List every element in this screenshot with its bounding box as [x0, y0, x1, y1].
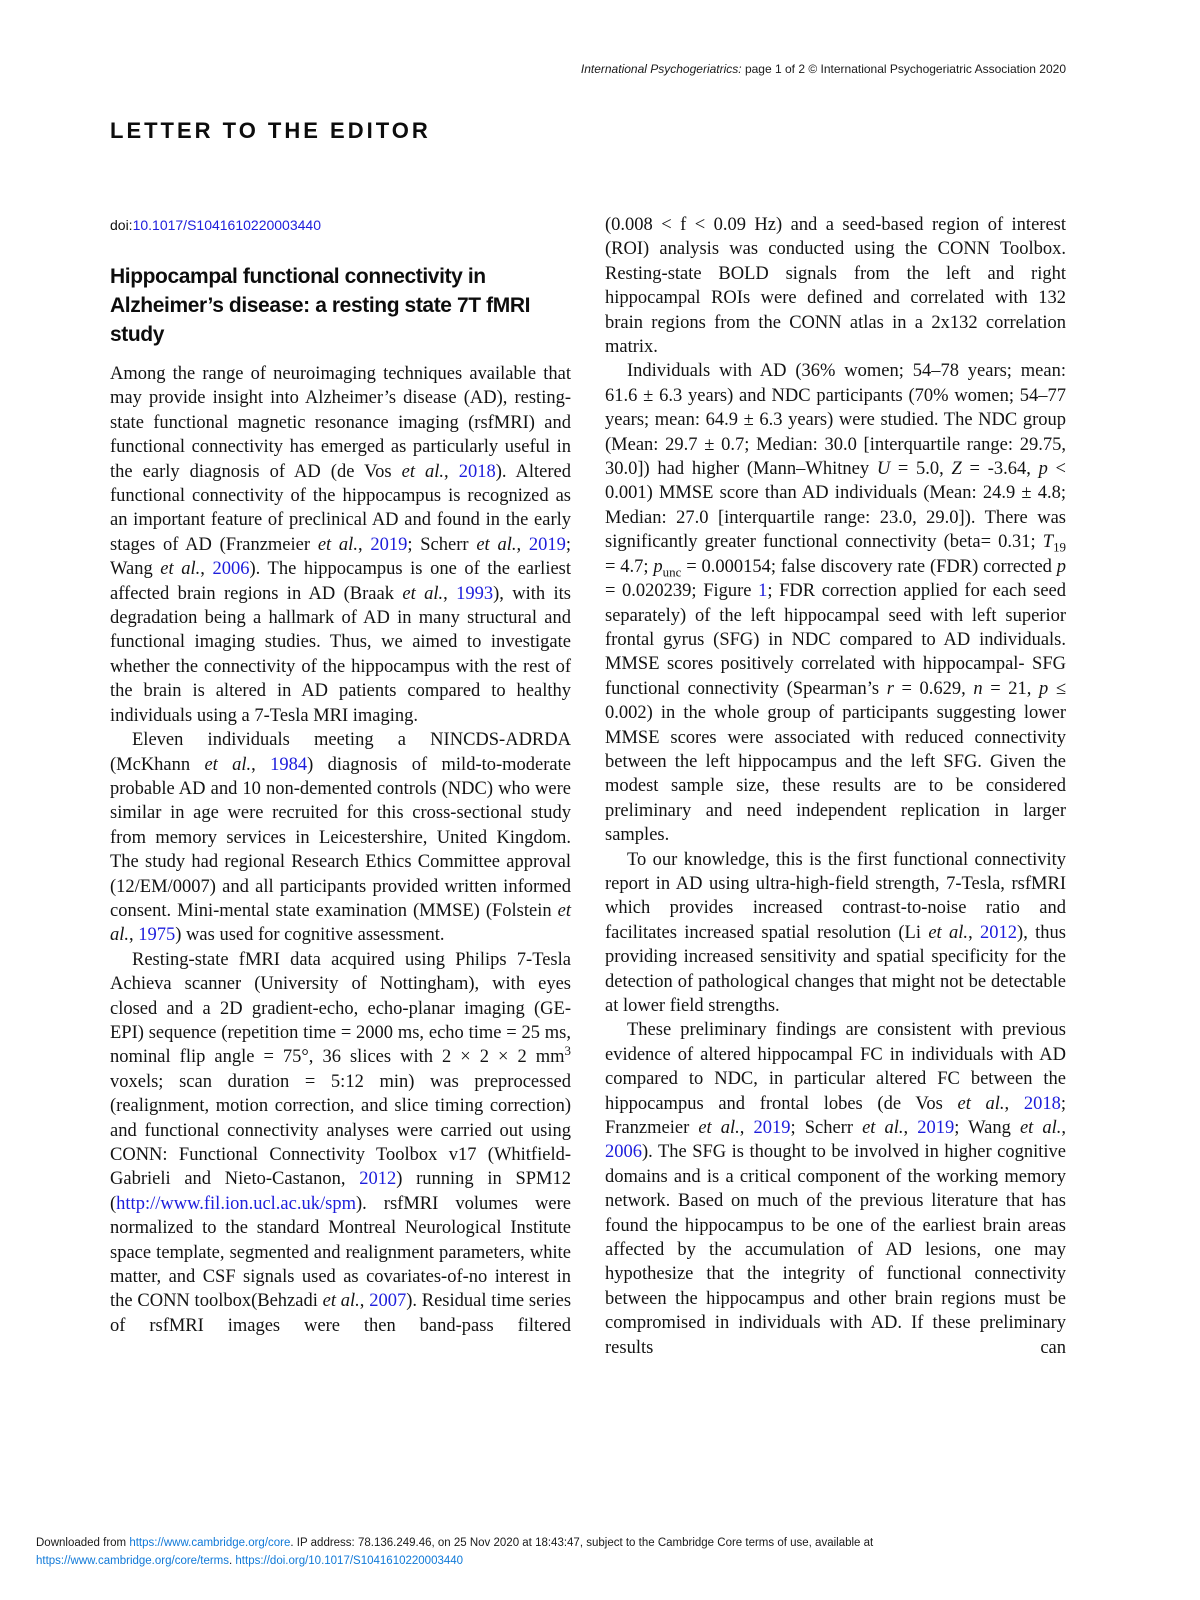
- inline-link[interactable]: 2019: [917, 1118, 955, 1139]
- inline-link[interactable]: 1975: [138, 925, 176, 946]
- section-label: LETTER TO THE EDITOR: [110, 118, 431, 143]
- inline-link[interactable]: 2018: [458, 461, 496, 482]
- inline-link[interactable]: 2006: [212, 559, 250, 580]
- doi-prefix: doi:: [110, 217, 133, 233]
- inline-link[interactable]: https://www.cambridge.org/core/terms: [36, 1555, 230, 1567]
- doi-line: [110, 216, 571, 234]
- doi-link[interactable]: 10.1017/S1041610220003440: [132, 217, 321, 233]
- article-title: Hippocampal functional connectivity in Alzheimer’s disease: a resting state 7T fMRI study: [110, 265, 531, 346]
- inline-link[interactable]: 2019: [370, 534, 408, 555]
- download-notice: [36, 1534, 1176, 1570]
- inline-link[interactable]: http://www.fil.ion.ucl.ac.uk/spm: [116, 1193, 356, 1214]
- download-notice-line-2: https://www.cambridge.org/core/terms. https://doi.org/10.1017/S1041610220003440: [36, 1555, 464, 1567]
- inline-link[interactable]: 2018: [1023, 1093, 1061, 1114]
- paragraph: To our knowledge, this is the first functional connectivity report in AD using ultra-high-field strength, 7-Tesla, rsfMRI which provides increased contrast-to-noise ratio and facilitates increased spatial resolution (Li et al., 2012), thus providing increased sensitivity and spatial specificity for the detection of pathological changes that might not be detectable at lower field strengths.: [605, 849, 1066, 1016]
- inline-link[interactable]: 2012: [359, 1169, 397, 1190]
- inline-link[interactable]: 2006: [605, 1142, 642, 1163]
- left-column: [110, 118, 571, 1360]
- paragraph: Eleven individuals meeting a NINCDS-ADRDA (McKhann et al., 1984) diagnosis of mild-to-moderate probable AD and 10 non-demented controls (NDC) who were similar in age were recruited for this cross-sectional study from memory services in Leicestershire, United Kingdom. The study had regional Research Ethics Committee approval (12/EM/0007) and all participants provided written informed consent. Mini-mental state examination (MMSE) (Folstein et al., 1975) was used for cognitive assessment.: [110, 730, 571, 946]
- inline-link[interactable]: 2019: [753, 1118, 791, 1139]
- inline-link[interactable]: 2012: [980, 922, 1018, 943]
- inline-link[interactable]: 1: [758, 581, 768, 602]
- journal-header: International Psychogeriatrics: page 1 of 2 © International Psychogeriatric Association 2020: [580, 62, 1066, 76]
- right-column-paragraphs: [605, 213, 1066, 1360]
- paragraph: (0.008 < f < 0.09 Hz) and a seed-based region of interest (ROI) analysis was conducted using the CONN Toolbox. Resting-state BOLD signals from the left and right hippocampal ROIs were defined and correlated with 132 brain regions from the CONN atlas in a 2x132 correlation matrix.: [605, 215, 1066, 358]
- right-column: [605, 118, 1066, 1360]
- paragraph: Individuals with AD (36% women; 54–78 years; mean: 61.6 ± 6.3 years) and NDC participants (70% women; 54–77 years; mean: 64.9 ± 6.3 years) were studied. The NDC group (Mean: 29.7 ± 0.7; Median: 30.0 [interquartile range: 29.75, 30.0]) had higher (Mann–Whitney U = 5.0, Z = -3.64, p < 0.001) MMSE score than AD individuals (Mean: 24.9 ± 4.8; Median: 27.0 [interquartile range: 23.0, 29.0]). There was significantly greater functional connectivity (beta= 0.31; $T_{19} = 4.7$; $p_{unc} = 0.000154$; false discovery rate (FDR) corrected p = 0.020239; Figure 1; FDR correction applied for each seed separately) of the left hippocampal seed with left superior frontal gyrus (SFG) in NDC compared to AD individuals. MMSE scores positively correlated with hippocampal- SFG functional connectivity (Spearman’s r = 0.629, n = 21, p ≤ 0.002) in the whole group of participants suggesting lower MMSE scores were associated with reduced connectivity between the left hippocampus and the left SFG. Given the modest sample size, these results are to be considered preliminary and need independent replication in larger samples.: [605, 361, 1067, 846]
- article-body: [110, 118, 1066, 1360]
- inline-link[interactable]: 2019: [528, 534, 566, 555]
- inline-link[interactable]: https://doi.org/10.1017/S1041610220003440: [235, 1555, 464, 1567]
- download-notice-line-1: Downloaded from https://www.cambridge.org/core. IP address: 78.136.249.46, on 25 Nov 2020 at 18:43:47, subject to the Cambridge Core terms of use, available at: [36, 1537, 874, 1549]
- inline-link[interactable]: 1984: [270, 754, 308, 775]
- inline-link[interactable]: 1993: [456, 583, 494, 604]
- paragraph: Resting-state fMRI data acquired using Philips 7-Tesla Achieva scanner (University of Nottingham), with eyes closed and a 2D gradient-echo, echo-planar imaging (GE-EPI) sequence (repetition time = 2000 ms, echo time = 25 ms, nominal flip angle = 75°, 36 slices with 2 × 2 × 2 $mm^3$ voxels; scan duration = 5:12 min) was preprocessed (realignment, motion correction, and slice timing correction) and functional connectivity analyses were carried out using CONN: Functional Connectivity Toolbox v17 (Whitfield-Gabrieli and Nieto-Castanon, 2012) running in SPM12 (http://www.fil.ion.ucl.ac.uk/spm). rsfMRI volumes were normalized to the standard Montreal Neurological Institute space template, segmented and realignment parameters, white matter, and CSF signals used as covariates-of-no interest in the CONN toolbox(Behzadi et al., 2007). Residual time series of rsfMRI images were then band-pass filtered: [110, 949, 572, 1336]
- inline-link[interactable]: 2007: [369, 1291, 407, 1312]
- left-column-paragraphs: [110, 362, 571, 1338]
- inline-link[interactable]: https://www.cambridge.org/core: [129, 1537, 291, 1549]
- paragraph: These preliminary findings are consistent with previous evidence of altered hippocampal FC in individuals with AD compared to NDC, in particular altered FC between the hippocampus and frontal lobes (de Vos et al., 2018; Franzmeier et al., 2019; Scherr et al., 2019; Wang et al., 2006). The SFG is thought to be involved in higher cognitive domains and is a critical component of the working memory network. Based on much of the previous literature that has found the hippocampus to be one of the earliest brain areas affected by the accumulation of AD lesions, one may hypothesize that the integrity of functional connectivity between the hippocampus and other brain regions must be compromised in individuals with AD. If these preliminary results can: [605, 1020, 1067, 1358]
- paragraph: Among the range of neuroimaging techniques available that may provide insight into Alzheimer’s disease (AD), resting-state functional magnetic resonance imaging (rsfMRI) and functional connectivity has emerged as particularly useful in the early diagnosis of AD (de Vos et al., 2018). Altered functional connectivity of the hippocampus is recognized as an important feature of preclinical AD and found in the early stages of AD (Franzmeier et al., 2019; Scherr et al., 2019; Wang et al., 2006). The hippocampus is one of the earliest affected brain regions in AD (Braak et al., 1993), with its degradation being a hallmark of AD in many structural and functional imaging studies. Thus, we aimed to investigate whether the connectivity of the hippocampus with the rest of the brain is altered in AD patients compared to healthy individuals using a 7-Tesla MRI imaging.: [110, 364, 572, 726]
